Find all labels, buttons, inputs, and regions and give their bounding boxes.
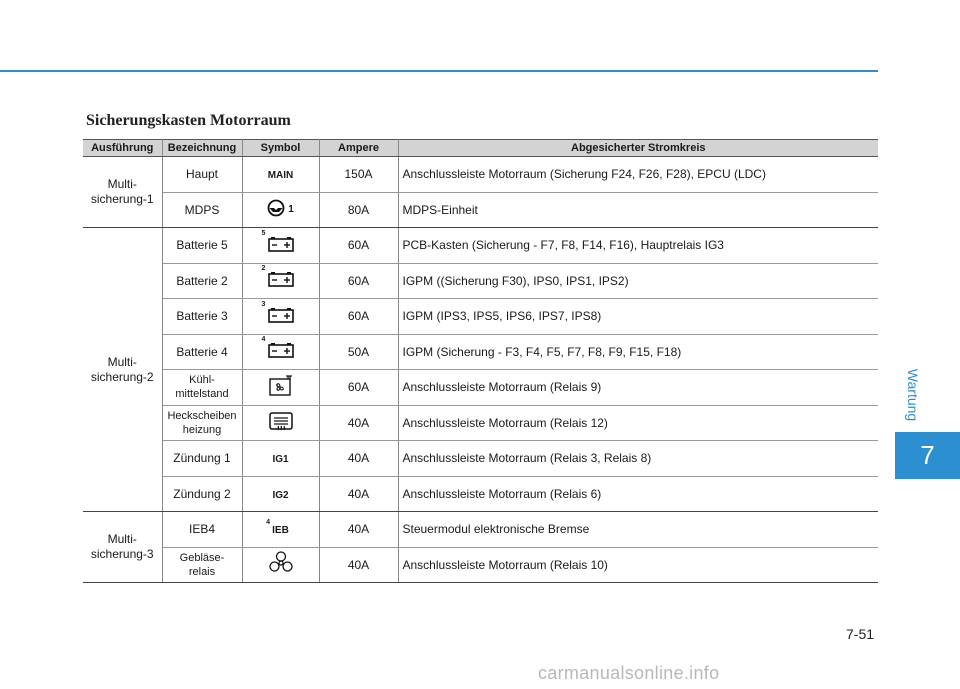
fuse-name-cell: Haupt — [162, 157, 242, 193]
header-cell: Bezeichnung — [162, 140, 242, 157]
fuse-symbol-cell — [242, 512, 319, 548]
ampere-cell: 40A — [319, 547, 398, 583]
fuse-symbol-cell — [242, 405, 319, 441]
header-cell: Ampere — [319, 140, 398, 157]
table-row — [83, 476, 878, 512]
fuse-symbol-cell — [242, 334, 319, 370]
fuse-name-cell: Kühl- mittelstand — [162, 370, 242, 406]
fuse-name-cell: Zündung 1 — [162, 441, 242, 477]
header-cell: Symbol — [242, 140, 319, 157]
table-row — [83, 299, 878, 335]
fuse-symbol-cell — [242, 441, 319, 477]
table-row — [83, 228, 878, 264]
fuse-name-cell: Gebläse- relais — [162, 547, 242, 583]
fuse-name-cell: Batterie 5 — [162, 228, 242, 264]
circuit-cell: PCB-Kasten (Sicherung - F7, F8, F14, F16), Hauptrelais IG3 — [398, 228, 878, 264]
fuse-symbol-cell — [242, 476, 319, 512]
table-row — [83, 547, 878, 583]
circuit-cell: Anschlussleiste Motorraum (Relais 6) — [398, 476, 878, 512]
fuse-name-cell: Heckscheiben heizung — [162, 405, 242, 441]
chapter-tab-label: Wartung — [905, 368, 921, 422]
steering-wheel-icon — [267, 199, 285, 220]
fuse-symbol-label: MAIN — [267, 170, 294, 182]
ampere-cell: 40A — [319, 405, 398, 441]
ampere-cell: 40A — [319, 476, 398, 512]
fuse-group-cell: Multi- sicherung-3 — [83, 512, 162, 583]
ampere-cell: 40A — [319, 441, 398, 477]
watermark: carmanualsonline.info — [538, 663, 720, 683]
table-row — [83, 334, 878, 370]
ampere-cell: 60A — [319, 228, 398, 264]
table-header-row — [83, 140, 878, 157]
circuit-cell: Anschlussleiste Motorraum (Relais 10) — [398, 547, 878, 583]
fuse-table — [83, 139, 878, 583]
fuse-symbol-label: IG2 — [272, 489, 289, 501]
fuse-group-cell: Multi- sicherung-1 — [83, 157, 162, 228]
fuse-name-cell: Zündung 2 — [162, 476, 242, 512]
fuse-symbol-cell — [242, 547, 319, 583]
fuse-name-cell: MDPS — [162, 192, 242, 228]
table-row — [83, 263, 878, 299]
circuit-cell: IGPM ((Sicherung F30), IPS0, IPS1, IPS2) — [398, 263, 878, 299]
circuit-cell: MDPS-Einheit — [398, 192, 878, 228]
ampere-cell: 40A — [319, 512, 398, 548]
ampere-cell: 50A — [319, 334, 398, 370]
table-row — [83, 512, 878, 548]
coolant-fan-icon — [268, 375, 294, 400]
fuse-symbol-cell — [242, 263, 319, 299]
fuse-symbol-cell: 1 — [242, 192, 319, 228]
fuse-name-cell: Batterie 2 — [162, 263, 242, 299]
rear-defrost-icon — [268, 410, 294, 435]
fuse-name-cell: IEB4 — [162, 512, 242, 548]
header-cell: Ausführung — [83, 140, 162, 157]
ampere-cell: 60A — [319, 299, 398, 335]
ampere-cell: 60A — [319, 370, 398, 406]
fuse-symbol-cell — [242, 299, 319, 335]
section-title: Sicherungskasten Motorraum — [86, 112, 291, 129]
circuit-cell: Anschlussleiste Motorraum (Relais 9) — [398, 370, 878, 406]
battery-icon: 4 — [268, 342, 294, 361]
fuse-name-cell: Batterie 3 — [162, 299, 242, 335]
battery-icon: 3 — [268, 307, 294, 326]
circuit-cell: Anschlussleiste Motorraum (Relais 12) — [398, 405, 878, 441]
table-row — [83, 157, 878, 193]
circuit-cell: Anschlussleiste Motorraum (Relais 3, Relais 8) — [398, 441, 878, 477]
fuse-symbol-label: IG1 — [272, 454, 289, 466]
circuit-cell: Anschlussleiste Motorraum (Sicherung F24, F26, F28), EPCU (LDC) — [398, 157, 878, 193]
fuse-symbol-cell — [242, 157, 319, 193]
circuit-cell: IGPM (IPS3, IPS5, IPS6, IPS7, IPS8) — [398, 299, 878, 335]
table-row — [83, 370, 878, 406]
fuse-symbol-cell — [242, 370, 319, 406]
ampere-cell: 150A — [319, 157, 398, 193]
page-number: 7-51 — [846, 626, 875, 642]
fuse-name-cell: Batterie 4 — [162, 334, 242, 370]
table-row — [83, 441, 878, 477]
table-row — [83, 405, 878, 441]
header-cell: Abgesicherter Stromkreis — [398, 140, 878, 157]
battery-icon: 5 — [268, 236, 294, 255]
fuse-symbol-label: IEB 4 — [266, 519, 289, 537]
battery-icon: 2 — [268, 271, 294, 290]
top-divider — [0, 70, 878, 72]
fuse-symbol-cell — [242, 228, 319, 264]
table-row — [83, 192, 878, 228]
ampere-cell: 60A — [319, 263, 398, 299]
circuit-cell: Steuermodul elektronische Bremse — [398, 512, 878, 548]
fuse-group-cell: Multi- sicherung-2 — [83, 228, 162, 512]
chapter-number-tab: 7 — [895, 432, 960, 479]
blower-fan-icon — [268, 551, 294, 578]
circuit-cell: IGPM (Sicherung - F3, F4, F5, F7, F8, F9, F15, F18) — [398, 334, 878, 370]
ampere-cell: 80A — [319, 192, 398, 228]
